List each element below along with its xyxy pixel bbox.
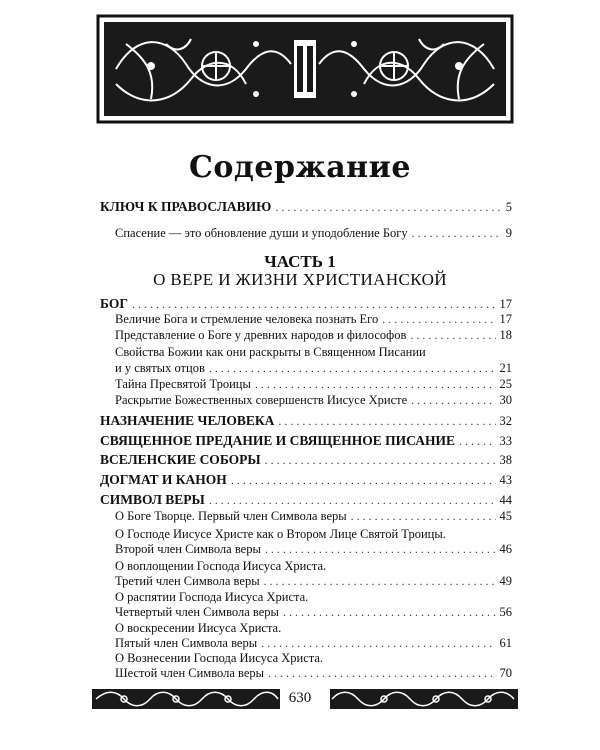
leader-dots [264, 574, 496, 589]
toc-subentry[interactable] [115, 666, 512, 681]
toc-entry-page: 5 [505, 200, 512, 214]
toc-subentry-line1: О распятии Господа Иисуса Христа. [115, 590, 309, 604]
leader-dots [410, 328, 495, 343]
leader-dots [459, 434, 496, 449]
toc-entry-key-to-orthodoxy[interactable] [100, 199, 512, 215]
toc-subentry-line1: О воскресении Иисуса Христа. [115, 621, 282, 635]
leader-dots [278, 414, 495, 429]
toc-entry-page: 18 [499, 328, 512, 342]
toc-entry-ecumenical-councils[interactable] [100, 452, 512, 468]
toc-entry-title: СВЯЩЕННОЕ ПРЕДАНИЕ И СВЯЩЕННОЕ ПИСАНИЕ [100, 433, 455, 448]
leader-dots [209, 361, 496, 376]
toc-entry-page: 33 [499, 434, 512, 448]
toc-subentry-line1: О Вознесении Господа Иисуса Христа. [115, 651, 324, 665]
leader-dots [255, 377, 496, 392]
toc-entry-page: 70 [499, 666, 512, 680]
toc-entry-page: 9 [505, 226, 512, 240]
toc-subentry[interactable] [115, 377, 512, 392]
toc-entry-page: 61 [499, 636, 512, 650]
toc-subentry[interactable] [115, 393, 512, 408]
toc-entry-page: 32 [499, 414, 512, 428]
leader-dots [412, 226, 502, 241]
toc-entry-page: 17 [499, 312, 512, 326]
footer-ornament-right [330, 688, 518, 710]
toc-subentry-line1: О Господе Иисусе Христе как о Втором Лице Святой Троицы. [115, 527, 446, 541]
toc-entry-title: Спасение — это обновление души и уподобление Богу [115, 226, 408, 240]
leader-dots [351, 509, 496, 524]
toc-subentry[interactable] [115, 542, 512, 557]
toc-entry-page: 43 [499, 473, 512, 487]
leader-dots [132, 297, 496, 312]
toc-entry-title: ВСЕЛЕНСКИЕ СОБОРЫ [100, 452, 261, 467]
leader-dots [231, 473, 496, 488]
toc-entry-page: 56 [499, 605, 512, 619]
leader-dots [382, 312, 495, 327]
toc-entry-title: Шестой член Символа веры [115, 666, 265, 680]
toc-entry-human-purpose[interactable] [100, 413, 512, 429]
toc-subentry[interactable] [115, 574, 512, 589]
toc-entry-title: Тайна Пресвятой Троицы [115, 377, 251, 391]
toc-entry-title: НАЗНАЧЕНИЕ ЧЕЛОВЕКА [100, 413, 275, 428]
toc-entry-salvation[interactable] [115, 226, 512, 241]
toc-entry-tradition-scripture[interactable] [100, 433, 512, 449]
part-number: ЧАСТЬ 1 [264, 252, 336, 271]
toc-subentry[interactable] [115, 636, 512, 651]
toc-subentry-line1: Свойства Божии как они раскрыты в Священном Писании [115, 345, 426, 359]
toc-entry-title: КЛЮЧ К ПРАВОСЛАВИЮ [100, 199, 272, 214]
leader-dots [265, 453, 496, 468]
leader-dots [283, 605, 496, 620]
toc-entry-title: Раскрытие Божественных совершенств Иисусе Христе [115, 393, 408, 407]
leader-dots [411, 393, 495, 408]
toc-entry-page: 21 [499, 361, 512, 375]
contents-heading: Содержание [189, 150, 411, 185]
toc-entry-page: 25 [499, 377, 512, 391]
toc-entry-god[interactable] [100, 296, 512, 312]
leader-dots [275, 200, 501, 215]
toc-entry-creed[interactable] [100, 492, 512, 508]
toc-entry-title: Пятый член Символа веры [115, 636, 258, 650]
leader-dots [268, 666, 495, 681]
toc-entry-title: БОГ [100, 296, 128, 311]
toc-subentry[interactable] [115, 312, 512, 327]
toc-entry-page: 44 [499, 493, 512, 507]
toc-subentry[interactable] [115, 328, 512, 343]
toc-entry-dogma-canon[interactable] [100, 472, 512, 488]
toc-entry-page: 17 [499, 297, 512, 311]
toc-entry-title: СИМВОЛ ВЕРЫ [100, 492, 205, 507]
toc-subentry-line1: О воплощении Господа Иисуса Христа. [115, 559, 327, 573]
page-number: 630 [288, 690, 312, 706]
toc-subentry[interactable] [115, 605, 512, 620]
toc-entry-page: 46 [499, 542, 512, 556]
toc-entry-title: Четвертый член Символа веры [115, 605, 279, 619]
leader-dots [265, 542, 496, 557]
toc-entry-title: О Боге Творце. Первый член Символа веры [115, 509, 347, 523]
toc-entry-title: Величие Бога и стремление человека познать Его [115, 312, 379, 326]
toc-entry-page: 30 [499, 393, 512, 407]
toc-entry-title: Второй член Символа веры [115, 542, 261, 556]
toc-entry-title: и у святых отцов [115, 361, 205, 375]
toc-entry-title: ДОГМАТ И КАНОН [100, 472, 227, 487]
leader-dots [261, 636, 495, 651]
toc-subentry[interactable] [115, 509, 512, 524]
toc-entry-page: 49 [499, 574, 512, 588]
toc-subentry[interactable] [115, 361, 512, 376]
toc-entry-page: 38 [499, 453, 512, 467]
toc-entry-page: 45 [499, 509, 512, 523]
part-title: О ВЕРЕ И ЖИЗНИ ХРИСТИАНСКОЙ [153, 270, 447, 289]
toc-entry-title: Представление о Боге у древних народов и философов [115, 328, 407, 342]
toc-entry-title: Третий член Символа веры [115, 574, 260, 588]
leader-dots [209, 493, 496, 508]
